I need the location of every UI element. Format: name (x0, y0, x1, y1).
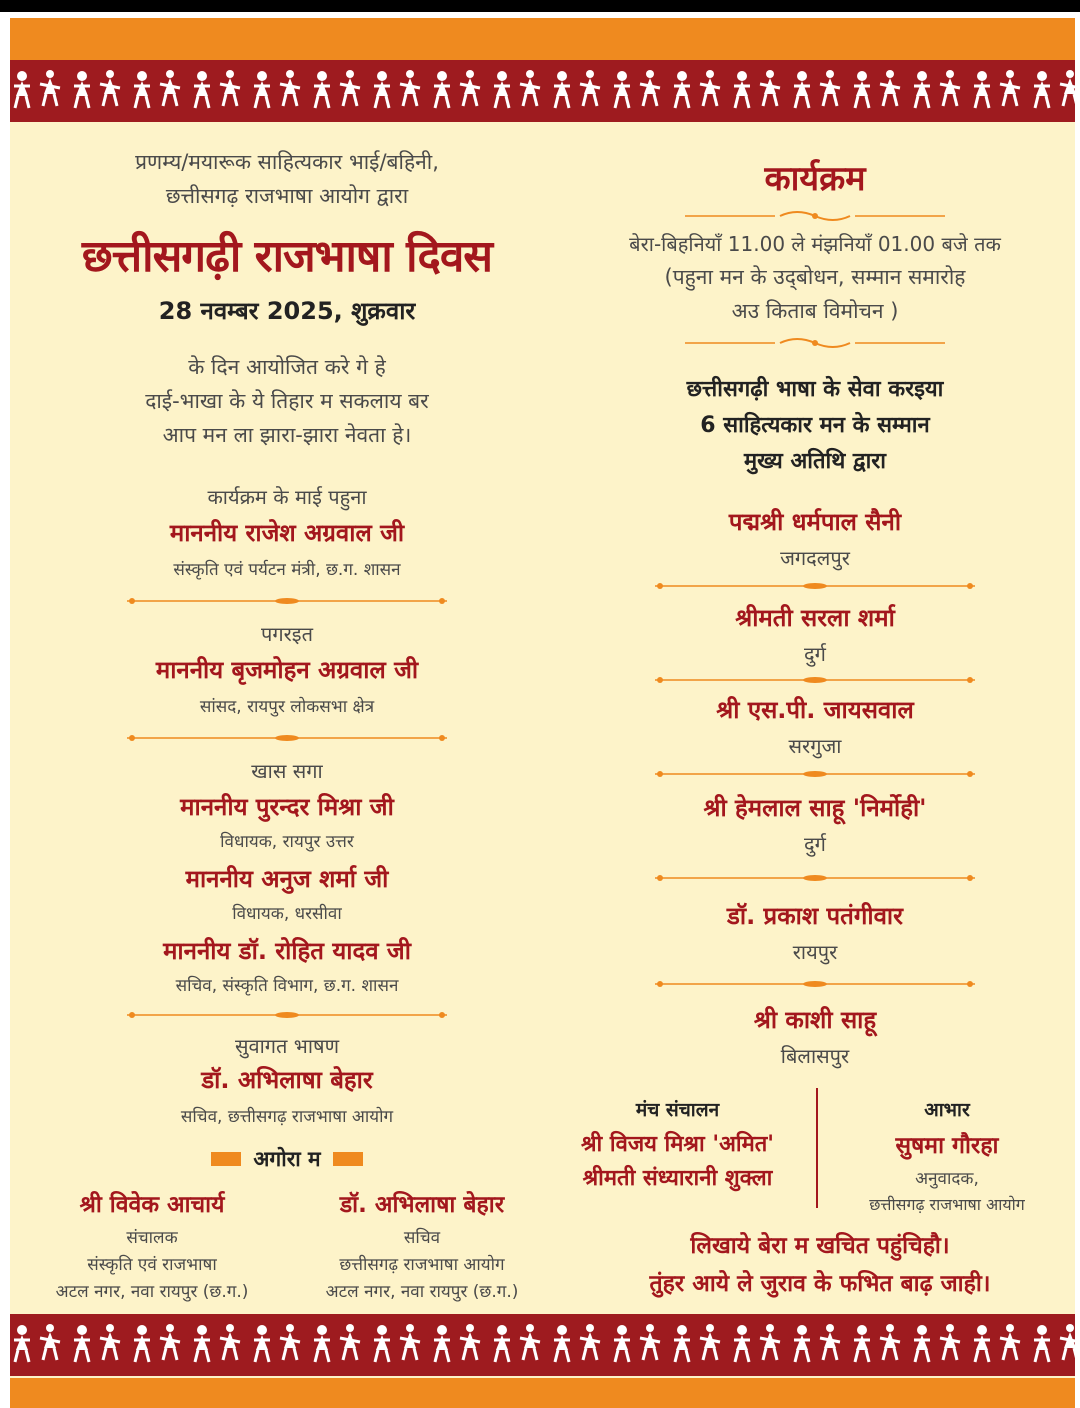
thanks-role-2: छत्तीसगढ़ राजभाषा आयोग (869, 1195, 1025, 1214)
agora-bar-right (333, 1152, 363, 1166)
divider-ornament-icon (655, 579, 975, 593)
divider-ornament-icon (127, 594, 447, 608)
tribal-figures-pattern-icon (10, 1314, 1075, 1376)
agora-name-2: डॉ. अभिलाषा बेहार (339, 1192, 505, 1218)
honoree-name-1: पद्मश्री धर्मपाल सैनी (728, 508, 902, 536)
honor-line-2: 6 साहित्यकार मन के सम्मान (700, 413, 930, 438)
honoree-name-6: श्री काशी साहू (753, 1006, 877, 1034)
tribal-figures-pattern-icon (10, 60, 1075, 122)
event-date: 28 नवम्बर 2025, शुक्रवार (158, 297, 416, 325)
divider-ornament-icon (127, 1008, 447, 1022)
honoree-name-2: श्रीमती सरला शर्मा (735, 604, 895, 632)
agora-addr-1: अटल नगर, नवा रायपुर (छ.ग.) (55, 1282, 249, 1302)
guest-name-special-1: माननीय पुरन्दर मिश्रा जी (180, 793, 394, 821)
guest-name-special-2: माननीय अनुज शर्मा जी (185, 865, 389, 893)
guest-role-president: सांसद, रायपुर लोकसभा क्षेत्र (199, 697, 375, 717)
thanks-heading: आभार (924, 1099, 970, 1121)
honoree-place-1: जगदलपुर (780, 546, 850, 570)
greeting-line-1: प्रणम्य/मयारूक साहित्यकार भाई/बहिनी, (135, 150, 439, 174)
program-detail-1: (पहुना मन के उद्‌बोधन, सम्मान समारोह (664, 265, 966, 289)
guest-role-special-1: विधायक, रायपुर उत्तर (220, 832, 354, 852)
stage-name-2: श्रीमती संध्यारानी शुक्ला (582, 1166, 773, 1191)
top-black-bar (0, 0, 1080, 12)
agora-post-2: सचिव (403, 1228, 441, 1248)
honor-line-1: छत्तीसगढ़ी भाषा के सेवा करइया (686, 377, 944, 402)
event-title: छत्तीसगढ़ी राजभाषा दिवस (81, 231, 493, 282)
agora-persons (22, 1187, 552, 1302)
guest-heading-special: खास सगा (251, 759, 323, 783)
stage-heading: मंच संचालन (635, 1099, 720, 1121)
program-time: बेरा-बिहनियाँ 11.00 ले मंझनियाँ 01.00 बजे तक (629, 232, 1001, 256)
agora-label: अगोरा म (253, 1147, 321, 1171)
honoree-place-4: दुर्ग (804, 832, 826, 856)
guest-name-president: माननीय बृजमोहन अग्रवाल जी (155, 656, 419, 684)
agora-post-1: संचालक (126, 1228, 178, 1248)
divider-ornament-icon (655, 977, 975, 991)
guest-heading-chief: कार्यक्रम के माई पहुना (207, 485, 367, 509)
honoree-place-5: रायपुर (792, 940, 838, 964)
stage-anchors (550, 1096, 805, 1192)
agora-addr-2: अटल नगर, नवा रायपुर (छ.ग.) (325, 1282, 519, 1302)
invitation-card (10, 18, 1075, 1408)
title-flourish-icon (685, 335, 945, 351)
divider-ornament-icon (655, 871, 975, 885)
honoree-name-3: श्री एस.पी. जायसवाल (716, 696, 914, 724)
left-column (22, 136, 552, 1302)
right-column (565, 136, 1065, 1069)
honoree-name-4: श्री हेमलाल साहू 'निर्मोही' (703, 794, 927, 822)
guest-name-chief: माननीय राजेश अग्रवाल जी (169, 519, 405, 547)
invite-line-1: के दिन आयोजित करे गे हे (188, 355, 386, 379)
guest-role-welcome: सचिव, छत्तीसगढ़ राजभाषा आयोग (180, 1107, 394, 1127)
guest-role-chief: संस्कृति एवं पर्यटन मंत्री, छ.ग. शासन (173, 560, 401, 580)
closing-line-2: तुंहर आये ले जुराव के फभित बाढ़ जाही। (649, 1271, 991, 1297)
closing-line-1: लिखाये बेरा म खचित पहुंचिहौ। (690, 1233, 950, 1259)
thanks-name: सुषमा गौरहा (895, 1133, 999, 1159)
stage-name-1: श्री विजय मिश्रा 'अमित' (580, 1132, 775, 1157)
vertical-separator (816, 1088, 818, 1208)
program-title: कार्यक्रम (764, 159, 866, 199)
orange-top-strip (10, 18, 1075, 60)
agora-name-1: श्री विवेक आचार्य (79, 1192, 225, 1218)
guest-name-special-3: माननीय डॉ. रोहित यादव जी (163, 937, 411, 965)
title-flourish-icon (685, 208, 945, 224)
honor-line-3: मुख्य अतिथि द्वारा (744, 449, 886, 474)
program-detail-2: अउ किताब विमोचन ) (731, 299, 899, 323)
vote-of-thanks (822, 1096, 1072, 1215)
honoree-place-6: बिलासपुर (780, 1044, 850, 1068)
greeting-line-2: छत्तीसगढ़ राजभाषा आयोग द्वारा (165, 184, 409, 208)
honoree-place-3: सरगुजा (788, 734, 842, 758)
tribal-art-band-bottom (10, 1314, 1075, 1376)
tribal-art-band-top (10, 60, 1075, 122)
divider-ornament-icon (655, 673, 975, 687)
orange-bottom-strip (10, 1378, 1075, 1408)
guest-name-welcome: डॉ. अभिलाषा बेहार (201, 1066, 373, 1094)
invite-line-2: दाई-भाखा के ये तिहार म सकलाय बर (145, 389, 429, 413)
guest-role-special-3: सचिव, संस्कृति विभाग, छ.ग. शासन (175, 976, 399, 996)
agora-org-2: छत्तीसगढ़ राजभाषा आयोग (339, 1255, 505, 1275)
honoree-name-5: डॉ. प्रकाश पतंगीवार (727, 902, 903, 930)
divider-ornament-icon (655, 767, 975, 781)
divider-ornament-icon (127, 731, 447, 745)
agora-org-1: संस्कृति एवं राजभाषा (87, 1255, 217, 1275)
thanks-role-1: अनुवादक, (915, 1169, 979, 1189)
honoree-place-2: दुर्ग (804, 642, 826, 666)
guest-role-special-2: विधायक, धरसीवा (232, 904, 342, 924)
guest-heading-president: पगरइत (260, 622, 314, 646)
guest-heading-welcome: सुवागत भाषण (234, 1034, 340, 1058)
agora-person-2 (292, 1187, 552, 1302)
agora-person-1 (22, 1187, 282, 1302)
invite-line-3: आप मन ला झारा-झारा नेवता हे। (162, 423, 412, 447)
closing-note (570, 1228, 1070, 1298)
agora-bar-left (211, 1152, 241, 1166)
agora-heading (22, 1145, 552, 1173)
